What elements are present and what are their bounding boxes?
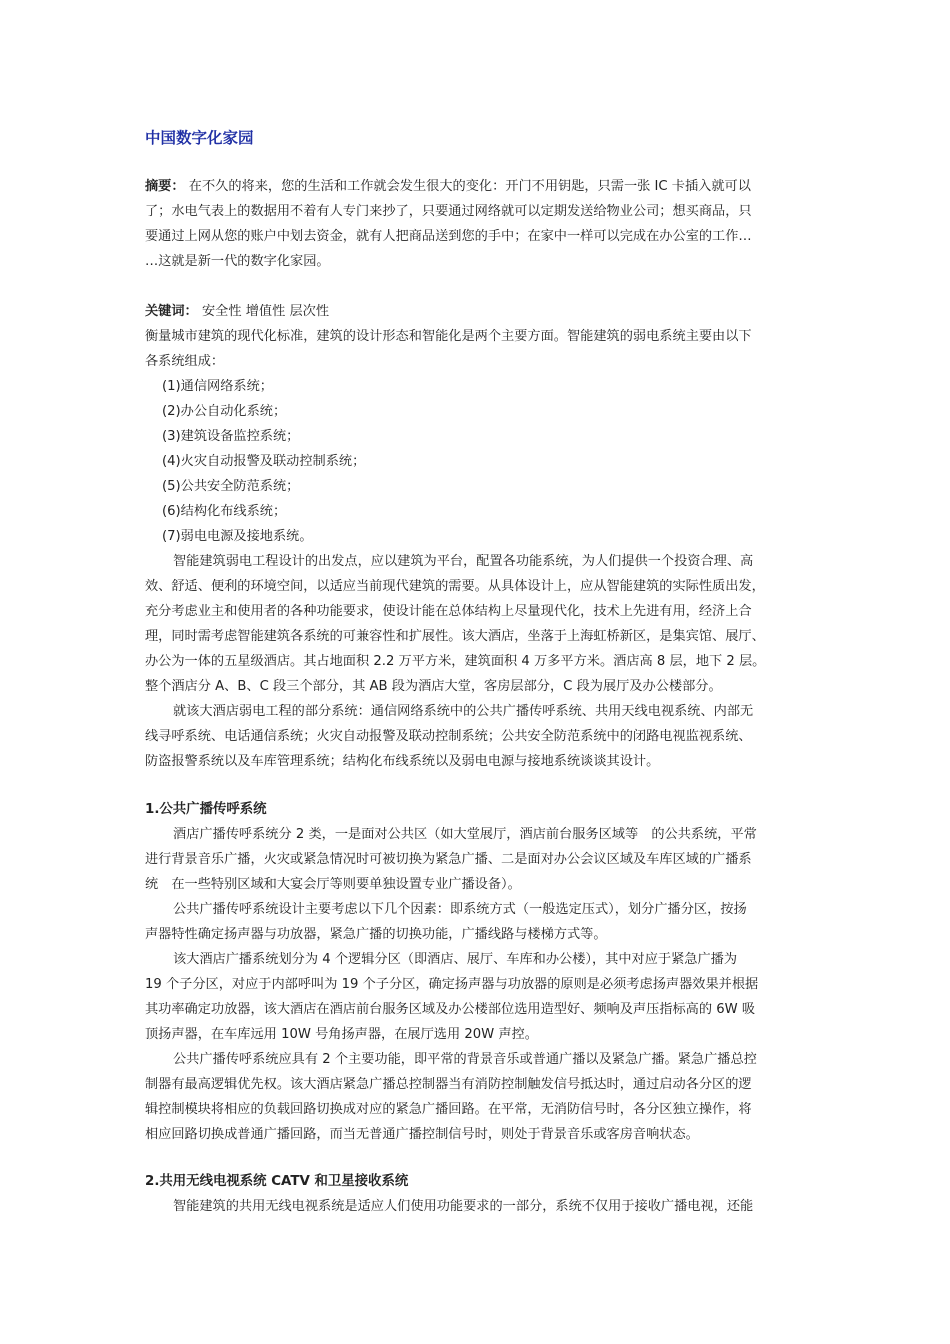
paragraph-line: 公共广播传呼系统应具有 2 个主要功能，即平常的背景音乐或普通广播以及紧急广播。紧急广播总控 <box>173 1052 757 1067</box>
paragraph-line: 其功率确定功放器，该大酒店在酒店前台服务区域及办公楼部位选用造型好、频响及声压指标高的 6W 吸 <box>145 1002 756 1017</box>
abstract-line <box>145 174 810 199</box>
system-list-item: (4)火灾自动报警及联动控制系统； <box>162 454 366 469</box>
abstract-line: …这就是新一代的数字化家园。 <box>145 254 330 269</box>
paragraph-line: 理，同时需考虑智能建筑各系统的可兼容性和扩展性。该大酒店，坐落于上海虹桥新区，是集宾馆、展厅、 <box>145 629 765 644</box>
paragraph-line: 声器特性确定扬声器与功放器，紧急广播的切换功能，广播线路与楼梯方式等。 <box>145 927 607 942</box>
paragraph-line: 制器有最高逻辑优先权。该大酒店紧急广播总控制器当有消防控制触发信号抵达时，通过启动各分区的逻 <box>145 1077 752 1092</box>
keywords-line <box>145 299 810 324</box>
paragraph-line: 该大酒店广播系统划分为 4 个逻辑分区（即酒店、展厅、车库和办公楼），其中对应于紧急广播为 <box>173 952 738 967</box>
paragraph-line: 相应回路切换成普通广播回路，而当无普通广播控制信号时，则处于背景音乐或客房音响状态。 <box>145 1127 699 1142</box>
paragraph-line: 酒店广播传呼系统分 2 类，一是面对公共区（如大堂展厅，酒店前台服务区域等 的公共系统，平常 <box>173 827 757 842</box>
paragraph-line: 办公为一体的五星级酒店。其占地面积 2.2 万平方米，建筑面积 4 万多平方米。酒店高 8 层，地下 2 层。 <box>145 654 766 669</box>
keywords-text: 安全性 增值性 层次性 <box>197 304 330 319</box>
section-2 <box>145 1169 810 1219</box>
paragraph-line: 统 在一些特别区域和大宴会厅等则要单独设置专业广播设备）。 <box>145 877 521 892</box>
system-list-item: (2)办公自动化系统； <box>162 404 287 419</box>
paragraph-line: 智能建筑的共用无线电视系统是适应人们使用功能要求的一部分，系统不仅用于接收广播电视，还能 <box>173 1199 754 1214</box>
paragraph-line: 智能建筑弱电工程设计的出发点，应以建筑为平台，配置各功能系统，为人们提供一个投资合理、高 <box>173 554 754 569</box>
section-heading: 2.共用无线电视系统 CATV 和卫星接收系统 <box>145 1174 409 1189</box>
paragraph-line: 充分考虑业主和使用者的各种功能要求，使设计能在总体结构上尽量现代化，技术上先进有用，经济上合 <box>145 604 752 619</box>
paragraph-line: 线寻呼系统、电话通信系统；火灾自动报警及联动控制系统；公共安全防范系统中的闭路电视监视系统、 <box>145 729 752 744</box>
intro-line: 衡量城市建筑的现代化标准，建筑的设计形态和智能化是两个主要方面。智能建筑的弱电系统主要由以下 <box>145 329 752 344</box>
abstract-line: 要通过上网从您的账户中划去资金，就有人把商品送到您的手中；在家中一样可以完成在办公室的工作… <box>145 229 752 244</box>
abstract-block <box>145 174 810 274</box>
paragraph-line: 进行背景音乐广播，火灾或紧急情况时可被切换为紧急广播、二是面对办公会议区域及车库区域的广播系 <box>145 852 752 867</box>
paragraph-line: 顶扬声器，在车库远用 10W 号角扬声器，在展厅选用 20W 声控。 <box>145 1027 538 1042</box>
abstract-text: 在不久的将来，您的生活和工作就会发生很大的变化：开门不用钥匙，只需一张 IC 卡插入就可以 <box>184 179 751 194</box>
paragraph-line: 辑控制模块将相应的负载回路切换成对应的紧急广播回路。在平常，无消防信号时，各分区独立操作，将 <box>145 1102 752 1117</box>
abstract-line: 了；水电气表上的数据用不着有人专门来抄了，只要通过网络就可以定期发送给物业公司；想买商品，只 <box>145 204 752 219</box>
abstract-label: 摘要： <box>145 179 185 194</box>
system-list-item: (5)公共安全防范系统； <box>162 479 300 494</box>
document-title: 中国数字化家园 <box>145 129 254 147</box>
paragraph-line: 19 个子分区，对应于内部呼叫为 19 个子分区，确定扬声器与功放器的原则是必须考虑扬声器效果并根据 <box>145 977 759 992</box>
system-list-item: (3)建筑设备监控系统； <box>162 429 300 444</box>
keywords-label: 关键词： <box>145 304 198 319</box>
body-block <box>145 299 810 774</box>
paragraph-line: 防盗报警系统以及车库管理系统；结构化布线系统以及弱电电源与接地系统谈谈其设计。 <box>145 754 660 769</box>
paragraph-line: 就该大酒店弱电工程的部分系统：通信网络系统中的公共广播传呼系统、共用天线电视系统、内部无 <box>173 704 754 719</box>
system-list-item: (7)弱电电源及接地系统。 <box>162 529 313 544</box>
paragraph-line: 效、舒适、便利的环境空间，以适应当前现代建筑的需要。从具体设计上，应从智能建筑的实际性质出发， <box>145 579 765 594</box>
section-heading: 1.公共广播传呼系统 <box>145 802 267 817</box>
system-list-item: (1)通信网络系统； <box>162 379 273 394</box>
paragraph-line: 整个酒店分 A、B、C 段三个部分，其 AB 段为酒店大堂，客房层部分，C 段为展厅及办公楼部分。 <box>145 679 722 694</box>
system-list-item: (6)结构化布线系统； <box>162 504 287 519</box>
paragraph-line: 公共广播传呼系统设计主要考虑以下几个因素：即系统方式（一般选定压式），划分广播分区，按扬 <box>173 902 747 917</box>
section-1 <box>145 797 810 1147</box>
intro-line: 各系统组成： <box>145 354 225 369</box>
